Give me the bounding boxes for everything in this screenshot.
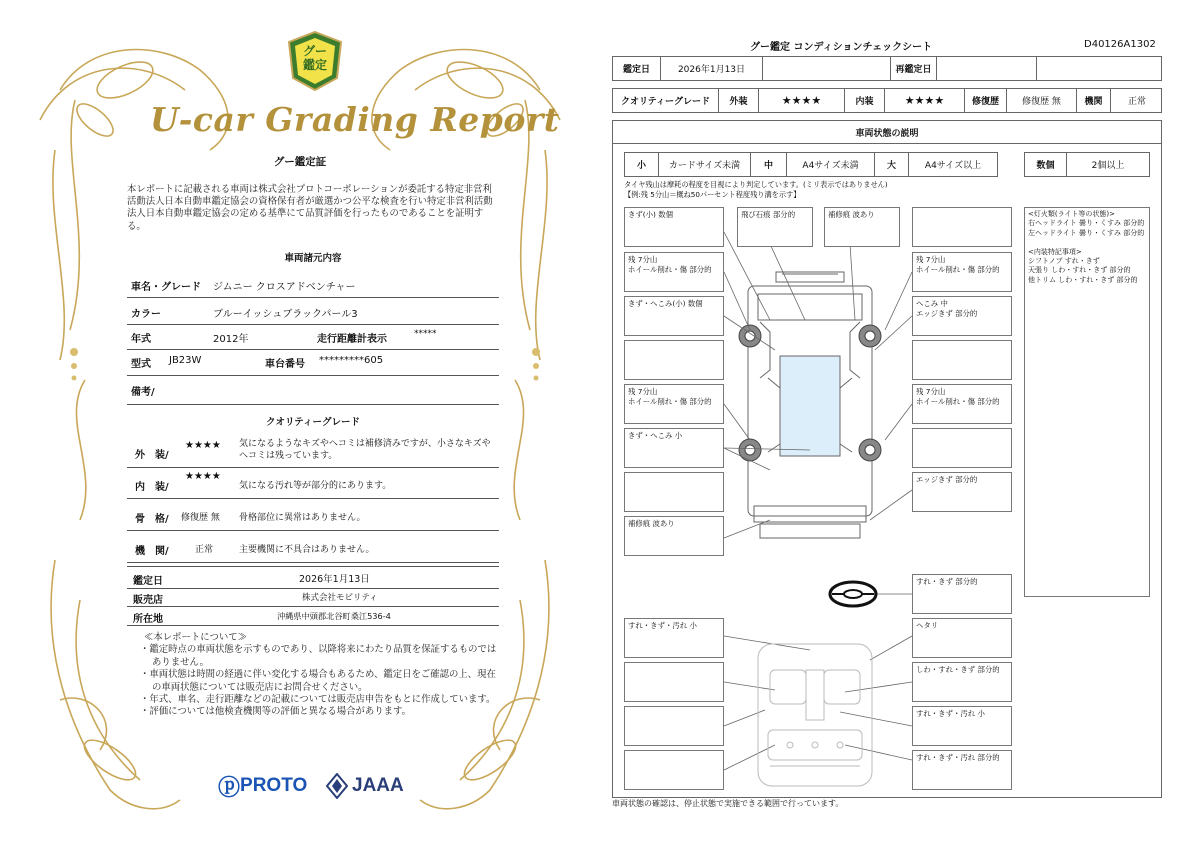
footer-note: 車両状態の確認は、停止状態で実施できる範囲で行っています。 bbox=[612, 799, 844, 808]
grade-title: クオリティーグレード bbox=[265, 417, 361, 428]
proto-logo bbox=[218, 772, 307, 800]
reinspect-label: 再鑑定日 bbox=[891, 57, 937, 80]
size-small-label: 小 bbox=[625, 153, 659, 176]
date-value: 2026年1月13日 bbox=[661, 57, 763, 80]
callout-left-mid bbox=[624, 340, 724, 380]
interior-stars: ★★★★ bbox=[185, 471, 221, 482]
interior-text: 気になる汚れ等が部分的にあります。 bbox=[239, 481, 392, 491]
int-stars: ★★★★ bbox=[885, 89, 965, 112]
interior-label: 内 装/ bbox=[135, 482, 169, 493]
steering-wheel-icon bbox=[828, 580, 878, 608]
callout-left-door-trim bbox=[624, 662, 724, 702]
note-item: ・鑑定時点の車両状態を示すものであり、以降将来にわたり品質を保証するものではありません。 bbox=[140, 644, 497, 668]
callout-rear-right-corner: エッジきず 部分的 bbox=[912, 472, 1012, 512]
size-mid-label: 中 bbox=[751, 153, 787, 176]
type-row bbox=[127, 349, 499, 376]
engine-row bbox=[127, 530, 499, 563]
callout-right-mid bbox=[912, 340, 1012, 380]
callout-rear-right-tire: 残 7分山 ホイール削れ・傷 部分的 bbox=[912, 384, 1012, 424]
ext-stars: ★★★★ bbox=[759, 89, 845, 112]
callout-front-left-tire: 残 7分山 ホイール削れ・傷 部分的 bbox=[624, 252, 724, 292]
frame-row bbox=[127, 498, 499, 531]
size-mid-desc: A4サイズ未満 bbox=[787, 153, 875, 176]
color-label: カラー bbox=[131, 309, 161, 320]
model-row bbox=[127, 270, 499, 298]
date-label: 鑑定日 bbox=[613, 57, 661, 80]
proto-mark-icon: ⓟ bbox=[218, 775, 241, 801]
exterior-label: 外 装/ bbox=[135, 450, 169, 461]
interior-row bbox=[127, 467, 499, 499]
callout-hood: 飛び石痕 部分的 bbox=[737, 207, 813, 247]
jaaa-logo bbox=[326, 772, 404, 800]
int-label: 内装 bbox=[845, 89, 885, 112]
condition-check-sheet bbox=[600, 0, 1200, 848]
callout-left-front-door: きず・へこみ(小) 数個 bbox=[624, 296, 724, 336]
callout-driver-seat: ヘタリ bbox=[912, 618, 1012, 658]
repair-label: 修復歴 bbox=[965, 89, 1007, 112]
callout-rear-bumper: 補修痕 波あり bbox=[624, 516, 724, 556]
year-label: 年式 bbox=[131, 334, 151, 345]
logo-label: グー 鑑定 bbox=[302, 44, 327, 72]
car-interior-diagram bbox=[750, 640, 880, 790]
date-value: 2026年1月13日 bbox=[299, 574, 370, 585]
proto-text: PROTO bbox=[240, 775, 308, 796]
callout-steering: すれ・きず 部分的 bbox=[912, 574, 1012, 614]
document-id: D40126A1302 bbox=[1084, 39, 1156, 50]
callout-front-left-upper: きず(小) 数個 bbox=[624, 207, 724, 247]
callout-rear-seat-left bbox=[624, 750, 724, 790]
color-value: ブルーイッシュブラックパール3 bbox=[213, 309, 358, 320]
sheet-title: グー鑑定 コンディションチェックシート bbox=[750, 42, 933, 53]
report-title: U-car Grading Report bbox=[150, 100, 560, 139]
exterior-row bbox=[127, 432, 499, 468]
jaaa-mark-icon bbox=[326, 773, 348, 799]
callout-right-front-door: へこみ 中 エッジきず 部分的 bbox=[912, 296, 1012, 336]
model-label: 車名・グレード bbox=[131, 282, 201, 293]
tire-note-1: タイヤ残山は摩耗の程度を目視により判定しています。(ミリ表示ではありません) bbox=[624, 180, 888, 189]
date-label: 鑑定日 bbox=[133, 576, 163, 587]
note-item: ・評価については他検査機関等の評価と異なる場合があります。 bbox=[140, 706, 411, 718]
size-large-desc: A4サイズ以上 bbox=[924, 161, 982, 171]
frame-value: 修復歴 無 bbox=[181, 513, 220, 523]
engine-label: 機関 bbox=[1077, 89, 1111, 112]
callout-left-rear-panel: きず・へこみ 小 bbox=[624, 428, 724, 468]
condition-title: 車両状態の説明 bbox=[613, 121, 1161, 144]
callout-rear-left-tire: 残 7分山 ホイール削れ・傷 部分的 bbox=[624, 384, 724, 424]
callout-center-console: すれ・きず・汚れ 小 bbox=[912, 706, 1012, 746]
dealer-value: 株式会社モビリティ bbox=[302, 593, 378, 603]
year-row bbox=[127, 324, 499, 350]
tire-note-2: 【例:残 5分山＝概ね50パーセント程度残り溝を示す】 bbox=[624, 190, 801, 199]
callout-roof-front: 補修痕 波あり bbox=[824, 207, 900, 247]
count-desc: 2個以上 bbox=[1091, 161, 1125, 171]
callout-left-rear-lower bbox=[624, 472, 724, 512]
jaaa-text: JAAA bbox=[352, 775, 404, 796]
chassis-label: 車台番号 bbox=[265, 359, 305, 370]
engine-text: 主要機関に不具合はありません。 bbox=[239, 545, 375, 555]
type-value: JB23W bbox=[169, 355, 202, 366]
note-item: ・年式、車名、走行距離などの記載については販売店申告をもとに作成しています。 bbox=[140, 694, 496, 706]
note-item: ・車両状態は時間の経過に伴い変化する場合もあるため、鑑定日をご確認の上、現在の車両状態については販売店にお問合せください。 bbox=[140, 669, 496, 693]
remarks-label: 備考/ bbox=[131, 387, 155, 398]
callout-right-door-trim: しわ・すれ・きず 部分的 bbox=[912, 662, 1012, 702]
dealer-label: 販売店 bbox=[133, 595, 163, 606]
report-notes bbox=[140, 632, 500, 719]
frame-text: 骨格部位に異常はありません。 bbox=[239, 513, 366, 523]
intro-text: 本レポートに記載される車両は株式会社プロトコーポレーションが委託する特定非営利活動法人日本自動車鑑定協会の資格保有者が厳選かつ公平な検査を行い特定非営利活動法人日本自動車鑑定協会の定める基準にて品質評価を行ったものであることを証明する。 bbox=[127, 184, 493, 232]
goo-kantei-logo bbox=[285, 30, 345, 92]
size-small-desc: カードサイズ未満 bbox=[659, 153, 751, 176]
year-value: 2012年 bbox=[213, 334, 249, 345]
callout-right-rear-panel bbox=[912, 428, 1012, 468]
size-large-label: 大 bbox=[875, 153, 909, 176]
notes-title: ≪本レポートについて≫ bbox=[144, 632, 247, 643]
address-label: 所在地 bbox=[133, 614, 163, 625]
color-row bbox=[127, 297, 499, 325]
specs-title: 車両諸元内容 bbox=[284, 253, 342, 264]
odometer-label: 走行距離計表示 bbox=[317, 334, 387, 345]
exterior-stars: ★★★★ bbox=[185, 440, 221, 451]
callout-front-right-tire: 残 7分山 ホイール削れ・傷 部分的 bbox=[912, 252, 1012, 292]
ext-label: 外装 bbox=[719, 89, 759, 112]
callout-dashboard: すれ・きず・汚れ 小 bbox=[624, 618, 724, 658]
model-value: ジムニー クロスアドベンチャー bbox=[213, 282, 356, 293]
count-label: 数個 bbox=[1025, 153, 1067, 176]
chassis-value: *********605 bbox=[319, 355, 384, 366]
callout-passenger-seat bbox=[624, 706, 724, 746]
certificate-title: グー鑑定証 bbox=[273, 156, 327, 168]
callout-front-right-upper bbox=[912, 207, 1012, 247]
type-label: 型式 bbox=[131, 359, 151, 370]
special-notes: <灯火類(ライト等の状態)> 右ヘッドライト 曇り・くすみ 部分的 左ヘッドライト 曇り・くすみ 部分的 <内装特記事項> シフトノブ すれ・きず 天張り しわ・すれ・きず 部分的 他トリム しわ・すれ・きず 部分的 bbox=[1024, 207, 1150, 597]
repair-value: 修復歴 無 bbox=[1007, 89, 1077, 112]
dealer-row bbox=[127, 587, 499, 607]
quality-label: クオリティーグレード bbox=[613, 89, 719, 112]
odometer-value: ***** bbox=[414, 329, 437, 339]
callout-rear-seat: すれ・きず・汚れ 部分的 bbox=[912, 750, 1012, 790]
address-value: 沖縄県中頭郡北谷町桑江536-4 bbox=[277, 611, 391, 621]
frame-label: 骨 格/ bbox=[135, 514, 169, 525]
engine-value: 正常 bbox=[195, 545, 214, 555]
engine-label: 機 関/ bbox=[135, 546, 169, 557]
date-row bbox=[127, 566, 499, 589]
engine-value: 正常 bbox=[1127, 97, 1146, 107]
address-row bbox=[127, 606, 499, 626]
remarks-row bbox=[127, 375, 499, 405]
exterior-text: 気になるようなキズやヘコミは補修済みですが、小さなキズやヘコミは残っています。 bbox=[239, 439, 491, 461]
